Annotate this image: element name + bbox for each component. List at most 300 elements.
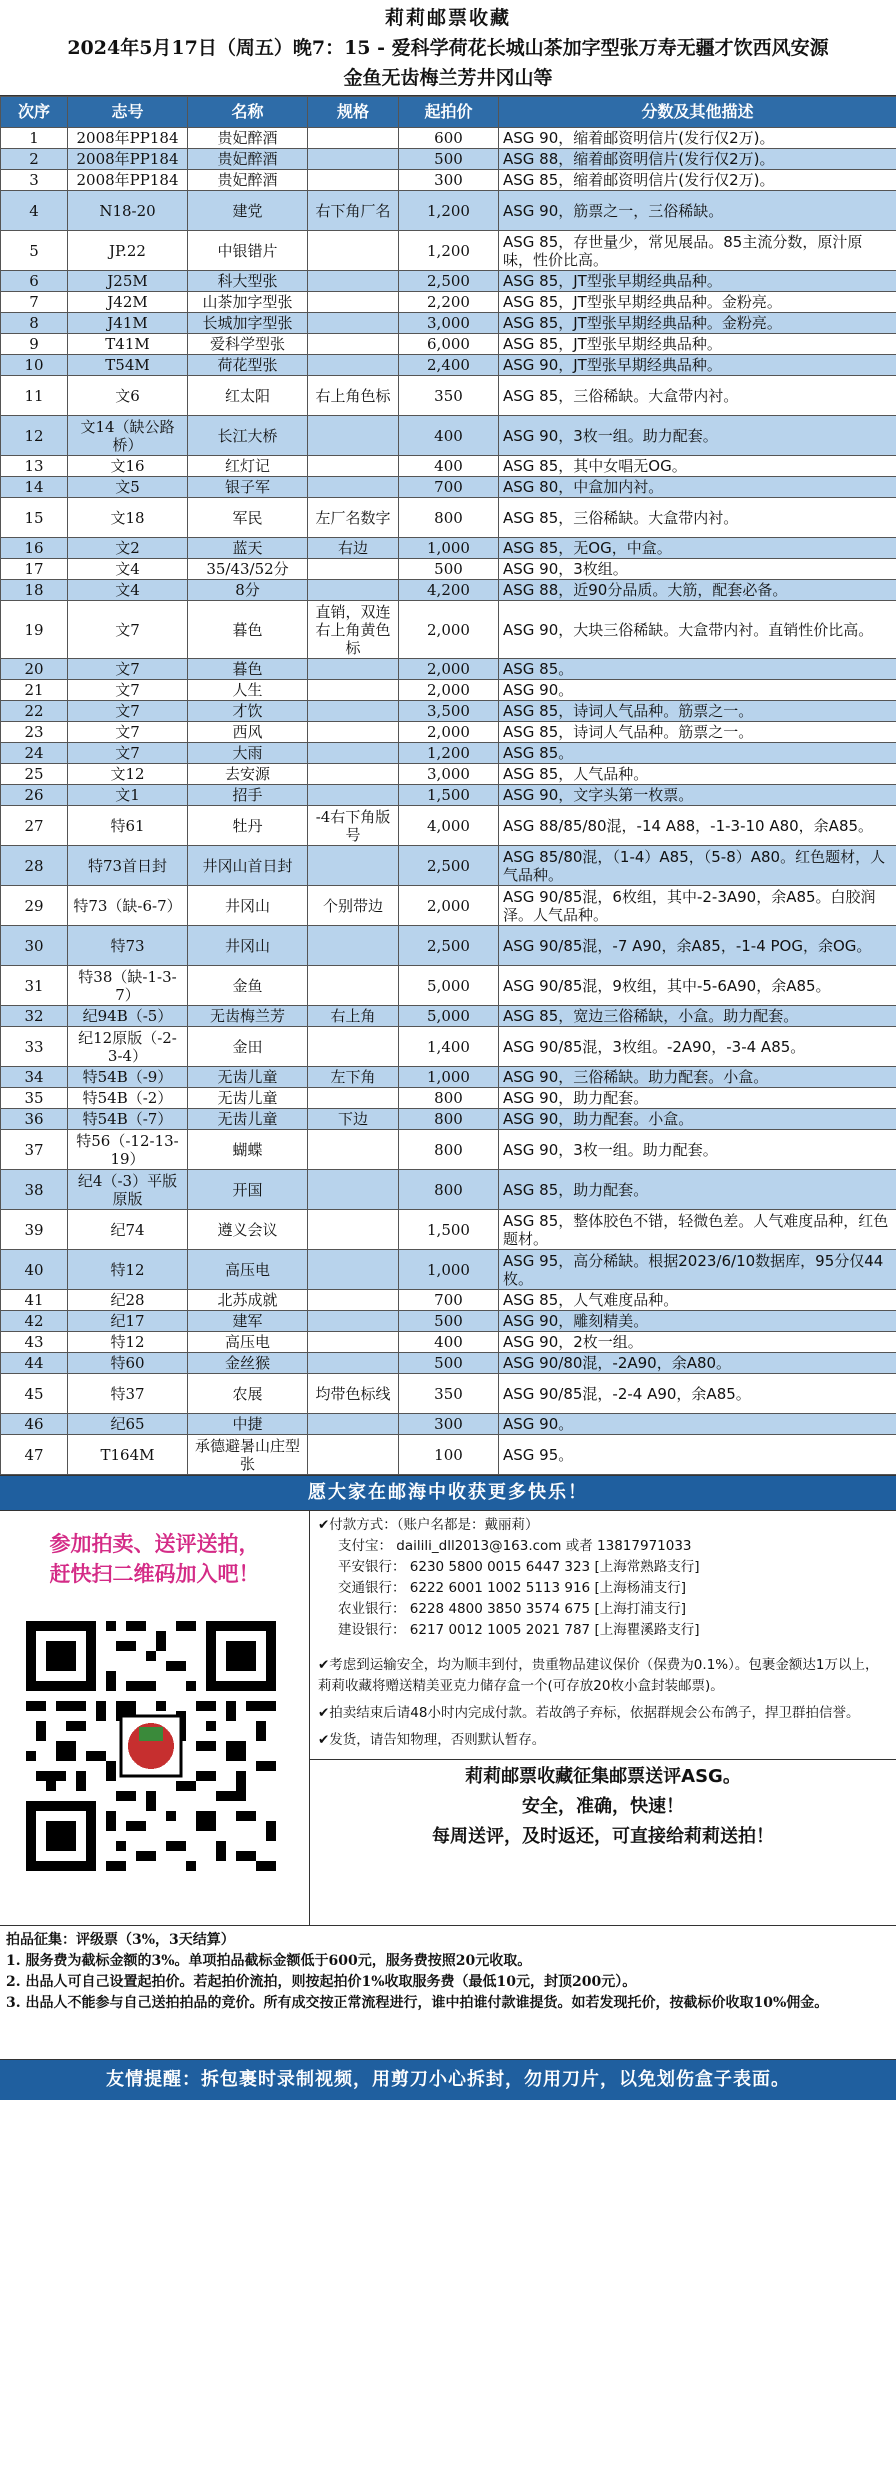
lot-code: 文4 (68, 580, 188, 601)
lot-name: 军民 (188, 498, 308, 538)
lot-code: 特37 (68, 1374, 188, 1414)
table-row (1, 886, 896, 926)
lot-spec (308, 1311, 399, 1332)
lot-spec (308, 1414, 399, 1435)
payment-panel (310, 1511, 896, 1925)
lot-price: 1,200 (399, 191, 499, 231)
table-row (1, 680, 896, 701)
lot-description: ASG 85。 (499, 659, 896, 680)
lot-name: 红太阳 (188, 376, 308, 416)
table-header-row (1, 97, 896, 128)
lot-number: 3 (1, 170, 68, 191)
lot-spec (308, 416, 399, 456)
lot-name: 才饮 (188, 701, 308, 722)
lot-number: 16 (1, 538, 68, 559)
lot-name: 大雨 (188, 743, 308, 764)
lot-description: ASG 90，2枚一组。 (499, 1332, 896, 1353)
lot-code: 特12 (68, 1250, 188, 1290)
lot-description: ASG 85，缩着邮资明信片(发行仅2万)。 (499, 170, 896, 191)
lot-number: 1 (1, 128, 68, 149)
lot-spec (308, 231, 399, 271)
table-row (1, 231, 896, 271)
table-row (1, 1006, 896, 1027)
lot-name: 高压电 (188, 1250, 308, 1290)
lot-price: 2,000 (399, 601, 499, 659)
table-row (1, 1088, 896, 1109)
lot-number: 33 (1, 1027, 68, 1067)
table-row (1, 1435, 896, 1475)
payment-pingan: 平安银行： 6230 5800 0015 6447 323 [上海常熟路支行] (338, 1559, 700, 1575)
lot-spec (308, 149, 399, 170)
lot-number: 21 (1, 680, 68, 701)
lot-description: ASG 90，3枚组。 (499, 559, 896, 580)
lot-name: 人生 (188, 680, 308, 701)
lot-number: 47 (1, 1435, 68, 1475)
lot-code: 2008年PP184 (68, 149, 188, 170)
lot-number: 29 (1, 886, 68, 926)
lot-spec (308, 1130, 399, 1170)
lot-price: 350 (399, 1374, 499, 1414)
table-row (1, 271, 896, 292)
lot-spec (308, 680, 399, 701)
lot-price: 350 (399, 376, 499, 416)
lot-spec (308, 580, 399, 601)
table-row (1, 1210, 896, 1250)
lot-name: 西风 (188, 722, 308, 743)
lot-number: 19 (1, 601, 68, 659)
lot-spec (308, 355, 399, 376)
lot-number: 35 (1, 1088, 68, 1109)
lot-description: ASG 85，整体胶色不错，轻微色差。人气难度品种，红色题材。 (499, 1210, 896, 1250)
lot-price: 1,200 (399, 231, 499, 271)
lot-price: 700 (399, 477, 499, 498)
table-row (1, 170, 896, 191)
table-row (1, 1290, 896, 1311)
lot-name: 长江大桥 (188, 416, 308, 456)
lot-code: J25M (68, 271, 188, 292)
lot-description: ASG 85，JT型张早期经典品种。 (499, 271, 896, 292)
lot-name: 荷花型张 (188, 355, 308, 376)
lot-price: 800 (399, 1170, 499, 1210)
consign-call (310, 1759, 896, 1852)
lot-name: 招手 (188, 785, 308, 806)
lot-spec (308, 701, 399, 722)
lot-number: 45 (1, 1374, 68, 1414)
lot-price: 2,500 (399, 926, 499, 966)
lot-table (0, 96, 896, 1475)
lot-description: ASG 90/85混，3枚组。-2A90，-3-4 A85。 (499, 1027, 896, 1067)
lot-number: 6 (1, 271, 68, 292)
lot-name: 8分 (188, 580, 308, 601)
table-row (1, 498, 896, 538)
lot-name: 无齿儿童 (188, 1088, 308, 1109)
lot-price: 700 (399, 1290, 499, 1311)
lot-number: 26 (1, 785, 68, 806)
lot-description: ASG 88/85/80混，-14 A88，-1-3-10 A80，余A85。 (499, 806, 896, 846)
lot-spec (308, 764, 399, 785)
lot-number: 10 (1, 355, 68, 376)
lot-description: ASG 85，无OG，中盒。 (499, 538, 896, 559)
lot-number: 32 (1, 1006, 68, 1027)
lot-spec (308, 785, 399, 806)
table-row (1, 355, 896, 376)
lot-price: 2,200 (399, 292, 499, 313)
lot-name: 红灯记 (188, 456, 308, 477)
lot-spec (308, 926, 399, 966)
lot-name: 中银错片 (188, 231, 308, 271)
lot-spec (308, 1353, 399, 1374)
dispatch-note: ✔发货，请告知物理，否则默认暂存。 (318, 1732, 546, 1748)
lot-code: 文7 (68, 680, 188, 701)
lot-description: ASG 85，三俗稀缺。大盒带内衬。 (499, 376, 896, 416)
table-row (1, 292, 896, 313)
lot-spec: 左下角 (308, 1067, 399, 1088)
lot-price: 1,500 (399, 1210, 499, 1250)
lot-description: ASG 85/80混，（1-4）A85，（5-8）A80。红色题材，人气品种。 (499, 846, 896, 886)
lot-name: 中捷 (188, 1414, 308, 1435)
lot-name: 牡丹 (188, 806, 308, 846)
col-header-name: 名称 (188, 97, 308, 128)
lot-name: 科大型张 (188, 271, 308, 292)
lot-price: 3,000 (399, 313, 499, 334)
lot-description: ASG 90。 (499, 680, 896, 701)
lot-price: 2,500 (399, 271, 499, 292)
lot-spec (308, 477, 399, 498)
lot-number: 46 (1, 1414, 68, 1435)
lot-price: 2,500 (399, 846, 499, 886)
lot-number: 34 (1, 1067, 68, 1088)
lot-price: 5,000 (399, 1006, 499, 1027)
lot-description: ASG 80，中盒加内衬。 (499, 477, 896, 498)
lot-description: ASG 85，诗词人气品种。筋票之一。 (499, 722, 896, 743)
lot-spec (308, 292, 399, 313)
lot-spec (308, 1250, 399, 1290)
lot-price: 800 (399, 1130, 499, 1170)
table-row (1, 966, 896, 1006)
lot-price: 500 (399, 559, 499, 580)
lot-number: 18 (1, 580, 68, 601)
lot-price: 1,200 (399, 743, 499, 764)
lot-description: ASG 90/85混，-2-4 A90，余A85。 (499, 1374, 896, 1414)
join-line-2: 赶快扫二维码加入吧！ (49, 1561, 260, 1586)
lot-price: 1,400 (399, 1027, 499, 1067)
lot-description: ASG 88，缩着邮资明信片(发行仅2万)。 (499, 149, 896, 170)
lot-spec (308, 722, 399, 743)
lot-name: 长城加字型张 (188, 313, 308, 334)
lot-code: 文7 (68, 743, 188, 764)
lot-number: 11 (1, 376, 68, 416)
table-row (1, 846, 896, 886)
lot-spec: 右上角 (308, 1006, 399, 1027)
table-row (1, 785, 896, 806)
lot-number: 2 (1, 149, 68, 170)
lot-number: 4 (1, 191, 68, 231)
lot-code: 文6 (68, 376, 188, 416)
lot-price: 1,000 (399, 1067, 499, 1088)
lot-name: 无齿儿童 (188, 1109, 308, 1130)
page-header (0, 0, 896, 96)
lot-code: 特54B（-2） (68, 1088, 188, 1109)
lot-code: 文7 (68, 659, 188, 680)
lot-code: 文2 (68, 538, 188, 559)
table-row (1, 376, 896, 416)
lot-spec (308, 313, 399, 334)
lot-price: 800 (399, 1088, 499, 1109)
table-row (1, 764, 896, 785)
lot-description: ASG 85，宽边三俗稀缺，小盒。助力配套。 (499, 1006, 896, 1027)
lot-description: ASG 85。 (499, 743, 896, 764)
lot-number: 37 (1, 1130, 68, 1170)
lot-code: 文1 (68, 785, 188, 806)
table-row (1, 1414, 896, 1435)
shop-title: 莉莉邮票收藏 (384, 7, 511, 29)
footer-reminder: 友情提醒：拆包裹时录制视频，用剪刀小心拆封，勿用刀片，以免划伤盒子表面。 (0, 2060, 896, 2100)
lot-spec (308, 1027, 399, 1067)
lot-price: 1,000 (399, 1250, 499, 1290)
payment-abc: 农业银行： 6228 4800 3850 3574 675 [上海打浦支行] (338, 1601, 686, 1617)
table-row (1, 580, 896, 601)
lot-price: 3,000 (399, 764, 499, 785)
lot-number: 41 (1, 1290, 68, 1311)
lot-code: 特38（缺-1-3-7） (68, 966, 188, 1006)
lot-description: ASG 90。 (499, 1414, 896, 1435)
table-row (1, 1332, 896, 1353)
lot-name: 无齿儿童 (188, 1067, 308, 1088)
lot-price: 5,000 (399, 966, 499, 1006)
lot-code: J42M (68, 292, 188, 313)
payment-deadline-note: ✔拍卖结束后请48小时内完成付款。若故鸽子弃标，依据群规会公布鸽子，捍卫群拍信誉。 (318, 1705, 860, 1721)
lot-number: 12 (1, 416, 68, 456)
consign-line-1: 莉莉邮票收藏征集邮票送评ASG。 (465, 1766, 741, 1787)
lot-number: 40 (1, 1250, 68, 1290)
lot-spec (308, 846, 399, 886)
table-row (1, 1250, 896, 1290)
consign-line-2: 安全，准确，快速！ (522, 1796, 684, 1817)
table-row (1, 334, 896, 355)
table-row (1, 743, 896, 764)
lot-code: T41M (68, 334, 188, 355)
lot-name: 井冈山 (188, 926, 308, 966)
lot-name: 山茶加字型张 (188, 292, 308, 313)
lot-price: 2,000 (399, 680, 499, 701)
lot-description: ASG 90，三俗稀缺。助力配套。小盒。 (499, 1067, 896, 1088)
lot-number: 38 (1, 1170, 68, 1210)
lot-name: 遵义会议 (188, 1210, 308, 1250)
lot-spec: -4右下角版号 (308, 806, 399, 846)
lot-spec: 下边 (308, 1109, 399, 1130)
lot-price: 400 (399, 1332, 499, 1353)
auction-subtitle-2: 金鱼无齿梅兰芳井冈山等 (343, 67, 553, 89)
lot-spec (308, 170, 399, 191)
table-row (1, 313, 896, 334)
lot-description: ASG 95，高分稀缺。根据2023/6/10数据库，95分仅44枚。 (499, 1250, 896, 1290)
lot-price: 800 (399, 498, 499, 538)
lot-code: 特56（-12-13-19） (68, 1130, 188, 1170)
col-header-desc: 分数及其他描述 (499, 97, 896, 128)
lot-code: 纪65 (68, 1414, 188, 1435)
lot-price: 600 (399, 128, 499, 149)
qr-code-icon[interactable] (26, 1621, 276, 1871)
lot-name: 金鱼 (188, 966, 308, 1006)
lot-number: 27 (1, 806, 68, 846)
lot-name: 贵妃醉酒 (188, 128, 308, 149)
lot-spec (308, 1088, 399, 1109)
lot-description: ASG 90/85混，6枚组，其中-2-3A90，余A85。白胶润泽。人气品种。 (499, 886, 896, 926)
lot-code: 特73（缺-6-7） (68, 886, 188, 926)
lot-description: ASG 90，筋票之一，三俗稀缺。 (499, 191, 896, 231)
lot-name: 蓝天 (188, 538, 308, 559)
lot-number: 8 (1, 313, 68, 334)
lot-spec (308, 271, 399, 292)
table-row (1, 1353, 896, 1374)
table-row (1, 477, 896, 498)
table-row (1, 1067, 896, 1088)
lot-name: 银子军 (188, 477, 308, 498)
lot-price: 2,000 (399, 722, 499, 743)
lot-code: N18-20 (68, 191, 188, 231)
col-header-price: 起拍价 (399, 97, 499, 128)
lot-price: 2,400 (399, 355, 499, 376)
lot-number: 20 (1, 659, 68, 680)
lot-description: ASG 90，3枚一组。助力配套。 (499, 416, 896, 456)
lot-number: 22 (1, 701, 68, 722)
lot-spec (308, 128, 399, 149)
lot-spec: 右边 (308, 538, 399, 559)
table-row (1, 1374, 896, 1414)
lot-name: 建军 (188, 1311, 308, 1332)
lot-description: ASG 90，文字头第一枚票。 (499, 785, 896, 806)
lot-code: 2008年PP184 (68, 128, 188, 149)
lot-name: 去安源 (188, 764, 308, 785)
table-row (1, 456, 896, 477)
lot-name: 北苏成就 (188, 1290, 308, 1311)
table-row (1, 559, 896, 580)
lot-price: 300 (399, 170, 499, 191)
rule-3: 3. 出品人不能参与自己送拍拍品的竞价。所有成交按正常流程进行，谁中拍谁付款谁提货。如若发现托价，按截标价收取10%佣金。 (6, 1995, 829, 2011)
lot-number: 30 (1, 926, 68, 966)
lot-code: 文16 (68, 456, 188, 477)
lot-code: T54M (68, 355, 188, 376)
lot-spec (308, 456, 399, 477)
lot-spec (308, 1210, 399, 1250)
lot-name: 建党 (188, 191, 308, 231)
lot-number: 7 (1, 292, 68, 313)
lot-code: 特61 (68, 806, 188, 846)
table-row (1, 416, 896, 456)
lot-number: 9 (1, 334, 68, 355)
lot-name: 暮色 (188, 659, 308, 680)
lot-description: ASG 90，助力配套。 (499, 1088, 896, 1109)
lot-price: 500 (399, 1311, 499, 1332)
lot-code: 文5 (68, 477, 188, 498)
lot-spec (308, 966, 399, 1006)
table-row (1, 806, 896, 846)
rule-2: 2. 出品人可自己设置起拍价。若起拍价流拍，则按起拍价1%收取服务费（最低10元，封顶200元）。 (6, 1974, 637, 1990)
lot-name: 暮色 (188, 601, 308, 659)
lot-spec (308, 659, 399, 680)
lot-code: 纪94B（-5） (68, 1006, 188, 1027)
lot-price: 1,500 (399, 785, 499, 806)
lot-code: 纪74 (68, 1210, 188, 1250)
lot-name: 井冈山首日封 (188, 846, 308, 886)
col-header-spec: 规格 (308, 97, 399, 128)
lot-description: ASG 90/85混，9枚组，其中-5-6A90，余A85。 (499, 966, 896, 1006)
lot-price: 100 (399, 1435, 499, 1475)
lot-spec: 个别带边 (308, 886, 399, 926)
lot-description: ASG 85，三俗稀缺。大盒带内衬。 (499, 498, 896, 538)
table-row (1, 1130, 896, 1170)
lot-code: 文7 (68, 722, 188, 743)
lot-number: 43 (1, 1332, 68, 1353)
lot-price: 3,500 (399, 701, 499, 722)
join-line-1: 参加拍卖、送评送拍， (49, 1531, 260, 1556)
wishes-banner: 愿大家在邮海中收获更多快乐！ (0, 1475, 896, 1510)
lot-name: 35/43/52分 (188, 559, 308, 580)
lot-number: 42 (1, 1311, 68, 1332)
lot-description: ASG 90/80混，-2A90，余A80。 (499, 1353, 896, 1374)
table-row (1, 128, 896, 149)
table-row (1, 1311, 896, 1332)
lot-spec: 均带色标线 (308, 1374, 399, 1414)
lot-price: 800 (399, 1109, 499, 1130)
lot-name: 承德避暑山庄型张 (188, 1435, 308, 1475)
lot-price: 1,000 (399, 538, 499, 559)
lot-number: 24 (1, 743, 68, 764)
lot-spec: 右下角厂名 (308, 191, 399, 231)
lot-name: 贵妃醉酒 (188, 149, 308, 170)
auction-subtitle: 2024年5月17日（周五）晚7：15 - 爱科学荷花长城山茶加字型张万寿无疆才饮西风安源 (67, 37, 829, 59)
shipping-note: ✔考虑到运输安全，均为顺丰到付，贵重物品建议保价（保费为0.1%）。包裹金额达1万以上，莉莉收藏将赠送精美亚克力储存盒一个(可存放20枚小盒封装邮票)。 (318, 1657, 879, 1694)
lot-code: 纪12原版（-2-3-4） (68, 1027, 188, 1067)
lot-price: 500 (399, 149, 499, 170)
table-row (1, 659, 896, 680)
lot-name: 开国 (188, 1170, 308, 1210)
lot-spec (308, 1290, 399, 1311)
lot-code: 2008年PP184 (68, 170, 188, 191)
lot-price: 6,000 (399, 334, 499, 355)
lot-spec (308, 743, 399, 764)
lot-number: 36 (1, 1109, 68, 1130)
lot-number: 5 (1, 231, 68, 271)
table-row (1, 1027, 896, 1067)
lot-number: 15 (1, 498, 68, 538)
lot-description: ASG 85，存世量少，常见展品。85主流分数，原汁原味，性价比高。 (499, 231, 896, 271)
lot-code: J41M (68, 313, 188, 334)
lot-name: 井冈山 (188, 886, 308, 926)
lot-description: ASG 90/85混，-7 A90，余A85，-1-4 POG，余OG。 (499, 926, 896, 966)
lot-description: ASG 90，3枚一组。助力配套。 (499, 1130, 896, 1170)
payment-alipay: 支付宝： dailili_dll2013@163.com 或者 13817971033 (338, 1538, 692, 1554)
lot-number: 14 (1, 477, 68, 498)
lot-number: 39 (1, 1210, 68, 1250)
lot-number: 13 (1, 456, 68, 477)
lot-spec: 右上角色标 (308, 376, 399, 416)
table-row (1, 601, 896, 659)
rule-1: 1. 服务费为截标金额的3%。单项拍品截标金额低于600元，服务费按照20元收取。 (6, 1953, 532, 1969)
lot-price: 400 (399, 416, 499, 456)
lot-name: 爱科学型张 (188, 334, 308, 355)
info-section (0, 1510, 896, 1926)
lot-spec (308, 334, 399, 355)
lot-code: 纪4（-3）平版原版 (68, 1170, 188, 1210)
col-header-code: 志号 (68, 97, 188, 128)
lot-spec (308, 1170, 399, 1210)
lot-description: ASG 85，JT型张早期经典品种。 (499, 334, 896, 355)
lot-spec: 左厂名数字 (308, 498, 399, 538)
lot-description: ASG 85，JT型张早期经典品种。金粉亮。 (499, 292, 896, 313)
lot-description: ASG 88，近90分品质。大筋，配套必备。 (499, 580, 896, 601)
lot-description: ASG 85，人气品种。 (499, 764, 896, 785)
